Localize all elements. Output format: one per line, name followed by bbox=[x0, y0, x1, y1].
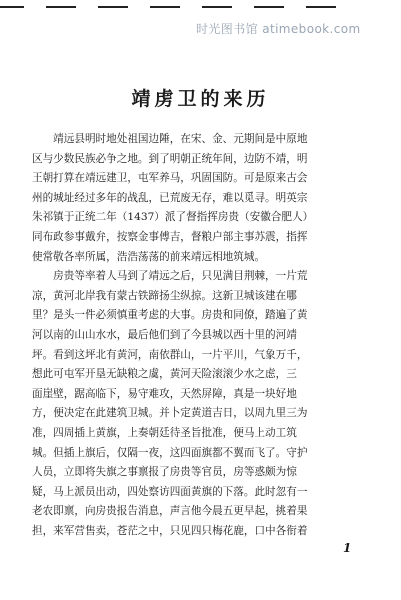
watermark-text: 时光图书馆 atimebook.com bbox=[196, 22, 361, 36]
text-line: 准，四周插上黄旗，上奏朝廷待圣旨批准，便马上动工筑 bbox=[32, 426, 297, 439]
text-line: 朱祁镇于正统二年（1437）派了督指挥房贵（安徽合肥人） bbox=[32, 211, 314, 224]
top-decorative-rule bbox=[0, 6, 401, 12]
text-line: 疑，马上派员出动，四处察访四面黄旗的下落。此时忽有一 bbox=[32, 485, 308, 498]
body-text bbox=[32, 130, 377, 541]
text-line: 区与少数民族必争之地。到了明朝正统年间，边防不靖，明 bbox=[32, 152, 308, 165]
text-line: 想此可屯军开垦无缺粮之虞，黄河天险滚滚少水之虑，三 bbox=[32, 368, 297, 381]
text-line: 使常敬各率所属，浩浩荡荡的前来靖远相地筑城。 bbox=[32, 250, 266, 263]
page-title: 靖虏卫的来历 bbox=[131, 88, 270, 110]
text-line: 州的城址经过多年的战乱，已荒废无存，难以觅寻。明英宗 bbox=[32, 191, 308, 204]
text-line: 靖远县明时地处祖国边陲，在宋、金、元期间是中原地 bbox=[32, 133, 308, 145]
text-line: 老农即禀，向房贵报告消息，声言他今晨五更早起，挑着果 bbox=[32, 505, 308, 518]
text-line: 方，便决定在此建筑卫城。并卜定黄道吉日，以周九里三为 bbox=[32, 407, 308, 420]
text-line: 坪。看到这坪北有黄河，南依群山，一片平川，气象万千， bbox=[32, 348, 308, 361]
text-line: 房贵等率着人马到了靖远之后，只见满目荆棘，一片荒 bbox=[32, 270, 308, 283]
page-number: 1 bbox=[343, 541, 352, 555]
text-line: 同布政参事戴弁，按察金事傅吉，督粮户部主事苏震，指挥 bbox=[32, 230, 308, 243]
text-line: 担，来军营售卖，苍茫之中，只见四只梅花鹿，口中各衔着 bbox=[32, 524, 308, 537]
text-line: 面崖壁，踞高临下，易守难攻，天然屏障，真是一块好地 bbox=[32, 387, 297, 400]
text-line: 里？是头一件必须慎重考虑的大事。房贵和同僚，踏遍了黄 bbox=[32, 309, 308, 322]
text-line: 人员，立即将失旗之事禀报了房贵等官员，房等惑颇为惊 bbox=[32, 466, 297, 479]
text-line: 城。但插上旗后，仅隔一夜，这四面旗都不翼而飞了。守护 bbox=[32, 446, 308, 459]
text-line: 凉，黄河北岸我有蒙古铁蹄扬尘纵掠。这新卫城该建在哪 bbox=[32, 289, 297, 302]
text-line: 河以南的山山水水，最后他们到了今县城以西十里的河靖 bbox=[32, 328, 297, 341]
text-line: 王朝打算在靖远建卫，屯军养马，巩固国防。可是原来古会 bbox=[32, 172, 308, 185]
